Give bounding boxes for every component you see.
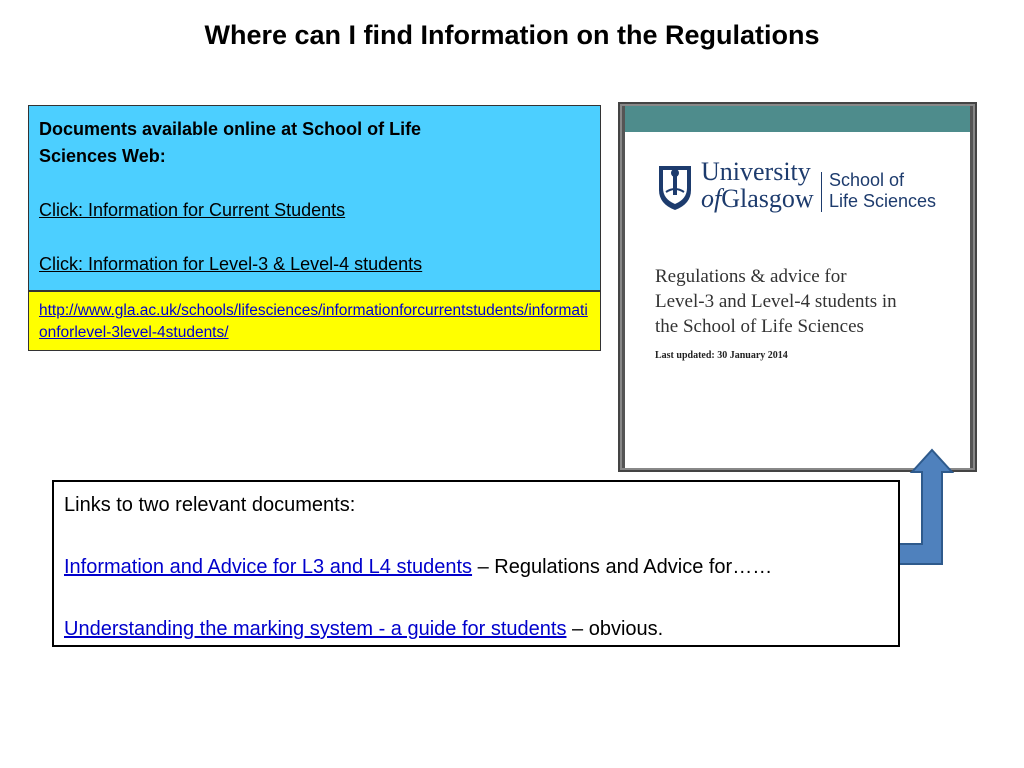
university-crest-icon	[655, 162, 695, 212]
regulations-url-link[interactable]: http://www.gla.ac.uk/schools/lifesciences/informationforcurrentstudents/informationforlevel-3level-4students/	[39, 302, 588, 341]
link-row-2	[64, 614, 888, 645]
link2-description: – obvious.	[566, 618, 664, 640]
university-wordmark: University ofGlasgow	[701, 157, 814, 213]
l3-l4-advice-link[interactable]: Information and Advice for L3 and L4 students	[64, 556, 473, 578]
school-name: School of Life Sciences	[829, 170, 937, 211]
url-box	[28, 291, 601, 351]
document-title: Regulations & advice for Level-3 and Level-4 students in the School of Life Sciences	[655, 266, 897, 337]
click-current-students[interactable]: Click: Information for Current Students	[39, 200, 346, 220]
click-level3-level4[interactable]: Click: Information for Level-3 & Level-4 students	[39, 254, 423, 274]
document-preview	[618, 102, 977, 472]
info-heading-line1: Documents available online at School of Life	[39, 119, 422, 139]
info-box	[28, 105, 601, 291]
links-intro: Links to two relevant documents:	[64, 494, 356, 516]
link1-description: – Regulations and Advice for……	[472, 556, 773, 578]
marking-system-guide-link[interactable]: Understanding the marking system - a guide for students	[64, 618, 567, 640]
document-header-band	[625, 106, 970, 132]
links-box	[52, 480, 900, 647]
info-heading-line2: Sciences Web:	[39, 146, 166, 166]
document-updated-date: Last updated: 30 January 2014	[655, 350, 788, 361]
page-title: Where can I find Information on the Regulations	[204, 20, 820, 50]
link-row-1	[64, 552, 888, 583]
